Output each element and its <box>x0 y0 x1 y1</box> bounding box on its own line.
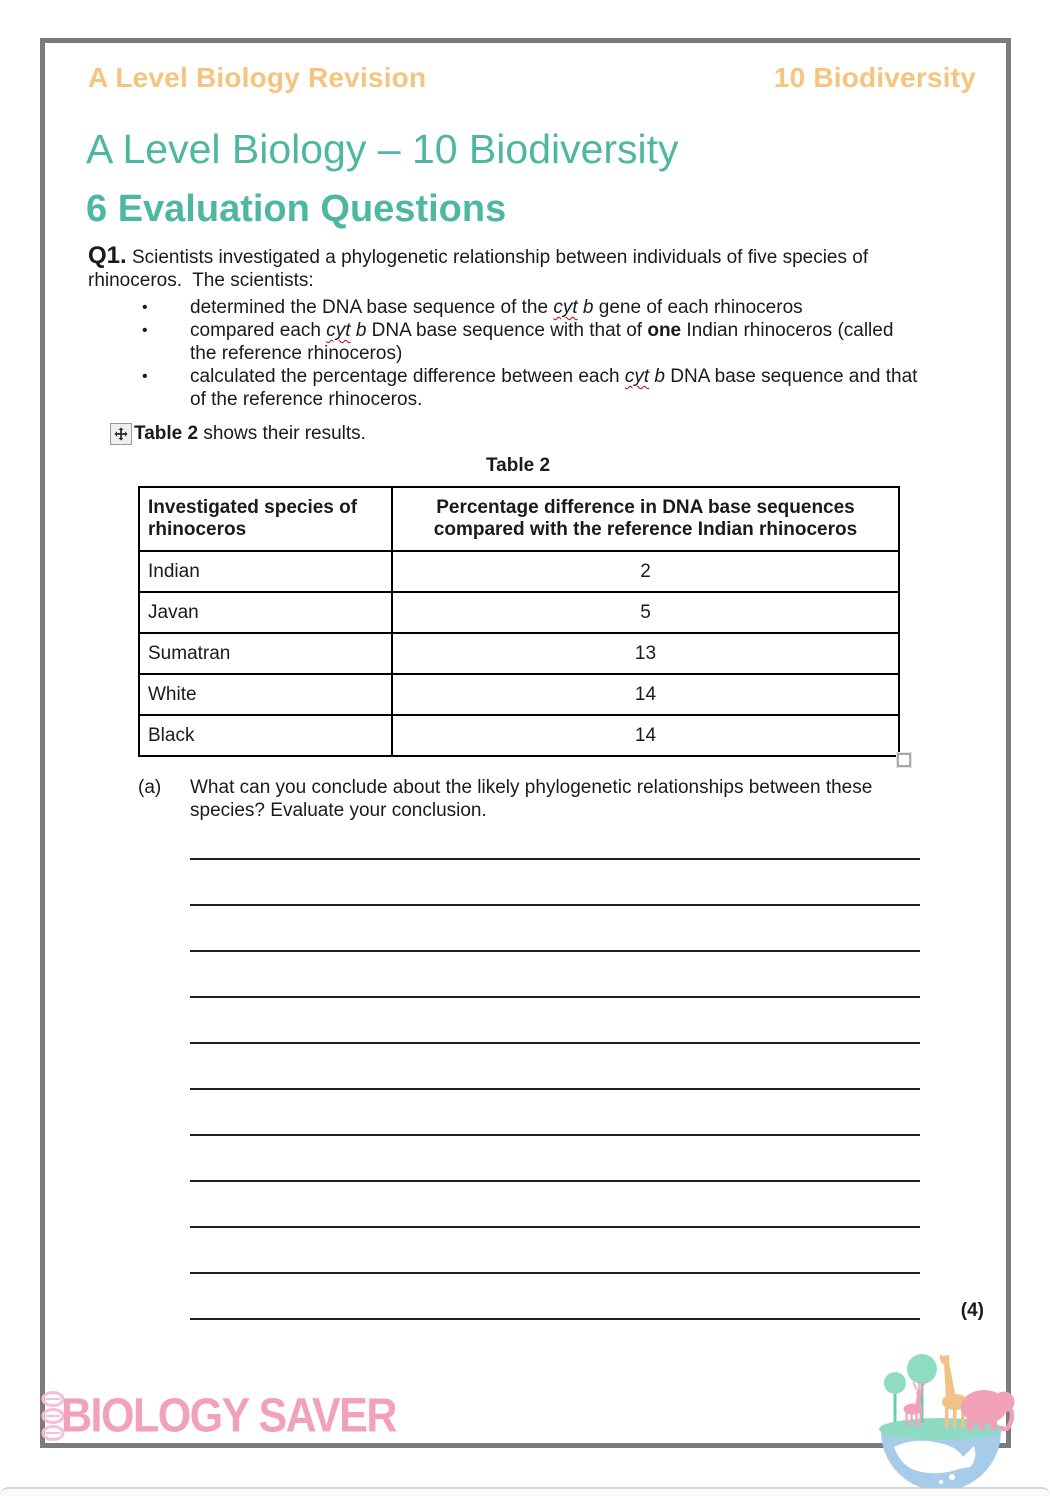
value-cell: 13 <box>392 633 899 674</box>
bullet-icon: • <box>142 299 148 316</box>
bullet-text: compared each cyt b DNA base sequence with that of one Indian rhinoceros (called the reference rhinoceros) <box>190 320 899 364</box>
answer-line[interactable] <box>190 1136 920 1182</box>
ecosystem-illustration <box>856 1336 1028 1488</box>
table-row <box>139 551 899 592</box>
answer-line[interactable] <box>190 814 920 860</box>
part-a-label: (a) <box>138 777 162 798</box>
answer-lines <box>190 814 920 1320</box>
bullet-text: calculated the percentage difference between each cyt b DNA base sequence and that of the reference rhinoceros. <box>190 366 923 410</box>
answer-line[interactable] <box>190 906 920 952</box>
logo <box>40 1390 396 1442</box>
answer-line[interactable] <box>190 1228 920 1274</box>
section-title: 6 Evaluation Questions <box>86 188 507 230</box>
table-row <box>139 674 899 715</box>
answer-line[interactable] <box>190 860 920 906</box>
species-cell: Sumatran <box>139 633 392 674</box>
species-cell: Black <box>139 715 392 756</box>
table-row <box>139 633 899 674</box>
header-left-text: A Level Biology Revision <box>88 62 427 93</box>
bullet-icon: • <box>142 322 148 339</box>
next-page-edge <box>0 1487 1050 1496</box>
table-row <box>139 592 899 633</box>
part-a-text: What can you conclude about the likely phylogenetic relationships between these species? Evaluate your conclusion. <box>190 777 873 821</box>
table-intro-row <box>110 423 366 445</box>
value-cell: 2 <box>392 551 899 592</box>
bullet-icon: • <box>142 368 148 385</box>
species-cell: Javan <box>139 592 392 633</box>
logo-text: BIOLOGY SAVER <box>61 1388 396 1443</box>
species-cell: White <box>139 674 392 715</box>
table-header-row <box>139 487 899 551</box>
answer-line[interactable] <box>190 1182 920 1228</box>
column-header-percentage: Percentage difference in DNA base sequences compared with the reference Indian rhinoceros <box>392 487 899 551</box>
header-right-text: 10 Biodiversity <box>773 62 976 93</box>
bullet-item <box>88 319 920 365</box>
answer-line[interactable] <box>190 1274 920 1320</box>
table-caption: Table 2 <box>485 455 551 476</box>
bullet-list <box>88 296 923 411</box>
answer-line[interactable] <box>190 1090 920 1136</box>
marks-badge: (4) <box>960 1300 984 1321</box>
value-cell: 5 <box>392 592 899 633</box>
bullet-text: determined the DNA base sequence of the cyt b gene of each rhinoceros <box>190 297 803 318</box>
resize-handle-icon[interactable] <box>897 753 911 767</box>
value-cell: 14 <box>392 715 899 756</box>
species-cell: Indian <box>139 551 392 592</box>
bullet-item <box>88 296 920 319</box>
question-intro: Q1. Scientists investigated a phylogenetic relationship between individuals of five species of rhinoceros. The scientists: <box>88 242 874 291</box>
answer-line[interactable] <box>190 998 920 1044</box>
answer-line[interactable] <box>190 952 920 998</box>
table-row <box>139 715 899 756</box>
page-title: A Level Biology – 10 Biodiversity <box>86 126 679 172</box>
bullet-item <box>88 365 923 411</box>
results-table <box>138 486 900 757</box>
answer-line[interactable] <box>190 1044 920 1090</box>
table-intro-text: Table 2 shows their results. <box>134 423 366 444</box>
move-handle-icon[interactable] <box>110 423 132 445</box>
value-cell: 14 <box>392 674 899 715</box>
question-1-block <box>88 242 923 411</box>
column-header-species: Investigated species of rhinoceros <box>139 487 392 551</box>
